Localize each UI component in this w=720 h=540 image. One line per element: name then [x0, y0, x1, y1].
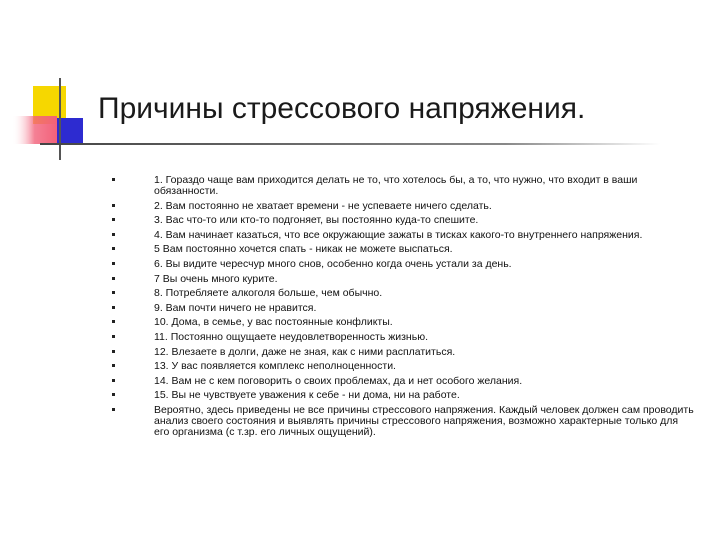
- bullet-icon: [112, 393, 115, 396]
- logo-red-bar: [12, 116, 57, 144]
- list-item-text: Вероятно, здесь приведены не все причины стрессового напряжения. Каждый человек должен сам проводить анализ своего состояния и выявлять причины стрессового напряжения, возможно характерные только для его организма (с т.зр. его личных ощущений).: [154, 403, 694, 438]
- slide-title: Причины стрессового напряжения.: [98, 92, 586, 125]
- bullet-icon: [112, 277, 115, 280]
- list-item: [112, 274, 720, 285]
- bullet-icon: [112, 364, 115, 367]
- list-item-text: 10. Дома, в семье, у вас постоянные конфликты.: [154, 316, 393, 329]
- list-item-text: 8. Потребляете алкоголя больше, чем обычно.: [154, 287, 383, 300]
- list-item: [112, 361, 720, 372]
- list-item: [112, 288, 720, 299]
- list-item-text: 14. Вам не с кем поговорить о своих проблемах, да и нет особого желания.: [154, 374, 523, 387]
- list-item: [112, 405, 720, 438]
- logo-blue-square: [57, 118, 83, 143]
- list-item: [112, 317, 720, 328]
- list-item-text: 11. Постоянно ощущаете неудовлетворенность жизнью.: [154, 330, 428, 343]
- list-item: [112, 390, 720, 401]
- bullet-icon: [112, 335, 115, 338]
- list-item: [112, 347, 720, 358]
- list-item-text: 2. Вам постоянно не хватает времени - не успеваете ничего сделать.: [154, 199, 492, 212]
- bullet-icon: [112, 218, 115, 221]
- list-item-text: 9. Вам почти ничего не нравится.: [154, 301, 317, 314]
- bullet-icon: [112, 291, 115, 294]
- list-item-text: 15. Вы не чувствуете уважения к себе - ни дома, ни на работе.: [154, 389, 460, 402]
- bullet-icon: [112, 379, 115, 382]
- list-item-text: 13. У вас появляется комплекс неполноценности.: [154, 360, 396, 373]
- bullet-icon: [112, 204, 115, 207]
- list-item: [112, 376, 720, 387]
- logo-yellow-square: [33, 86, 66, 124]
- list-item-text: 4. Вам начинает казаться, что все окружающие зажаты в тисках какого-то внутреннего напряжения.: [154, 228, 643, 241]
- list-item: [112, 332, 720, 343]
- list-item: [112, 215, 720, 226]
- list-item-text: 3. Вас что-то или кто-то подгоняет, вы постоянно куда-то спешите.: [154, 214, 479, 227]
- bullet-icon: [112, 178, 115, 181]
- bullet-icon: [112, 320, 115, 323]
- bullet-icon: [112, 306, 115, 309]
- logo-vertical-line: [59, 78, 61, 160]
- bullet-icon: [112, 247, 115, 250]
- bullet-icon: [112, 262, 115, 265]
- list-item: [112, 175, 720, 197]
- list-item-text: 6. Вы видите чересчур много снов, особенно когда очень устали за день.: [154, 257, 512, 270]
- logo-horizontal-line: [40, 143, 660, 145]
- causes-list: [112, 175, 720, 442]
- bullet-icon: [112, 408, 115, 411]
- bullet-icon: [112, 233, 115, 236]
- list-item-text: 5 Вам постоянно хочется спать - никак не можете выспаться.: [154, 243, 453, 256]
- list-item: [112, 259, 720, 270]
- list-item-text: 7 Вы очень много курите.: [154, 272, 278, 285]
- list-item-text: 12. Влезаете в долги, даже не зная, как с ними расплатиться.: [154, 345, 456, 358]
- list-item: [112, 303, 720, 314]
- bullet-icon: [112, 350, 115, 353]
- list-item: [112, 201, 720, 212]
- list-item: [112, 244, 720, 255]
- list-item: [112, 230, 720, 241]
- list-item-text: 1. Гораздо чаще вам приходится делать не то, что хотелось бы, а то, что нужно, что входит в ваши обязанности.: [154, 174, 638, 197]
